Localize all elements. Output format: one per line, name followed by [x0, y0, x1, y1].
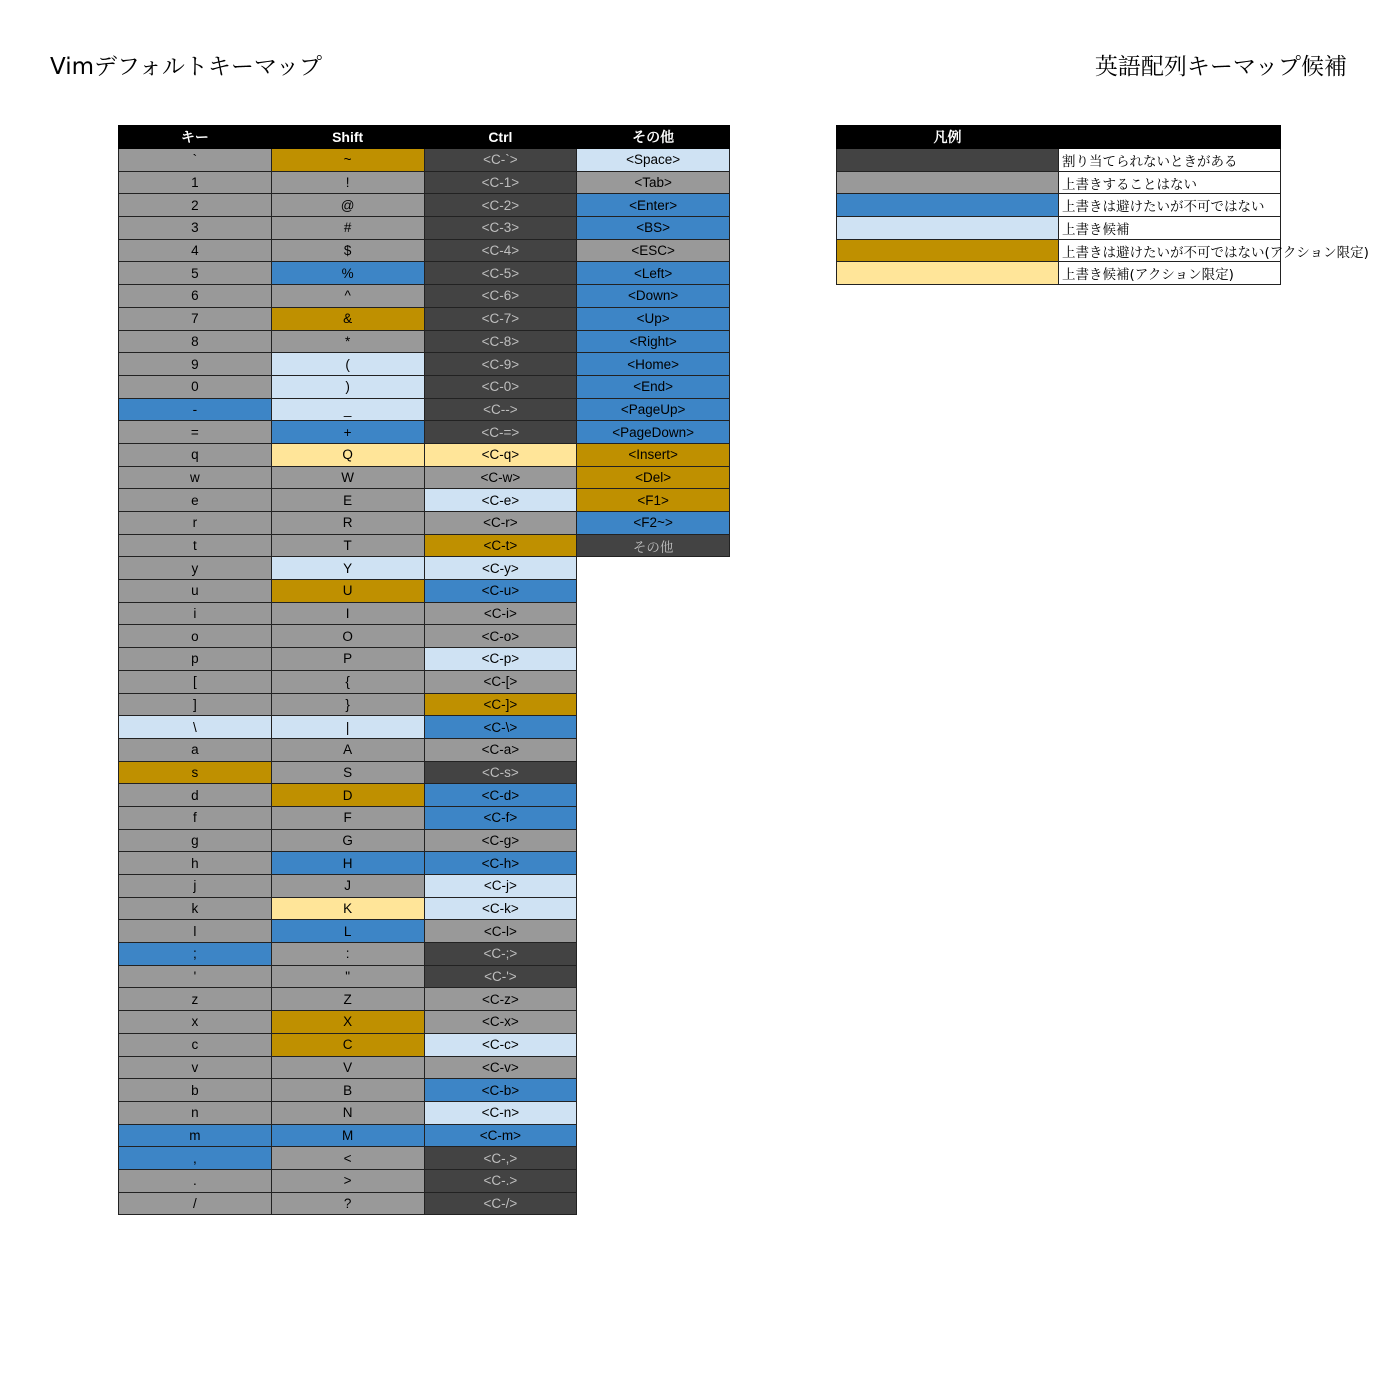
cell-key: y	[119, 557, 272, 580]
table-row	[119, 1147, 730, 1170]
cell-shift: )	[271, 375, 424, 398]
header-shift: Shift	[271, 126, 424, 149]
cell-ctrl: <C-i>	[424, 602, 577, 625]
keymap-table	[118, 125, 730, 1215]
cell-shift: O	[271, 625, 424, 648]
cell-key: z	[119, 988, 272, 1011]
cell-shift: (	[271, 353, 424, 376]
table-row	[119, 353, 730, 376]
legend-body	[837, 149, 1369, 285]
cell-shift: B	[271, 1079, 424, 1102]
cell-ctrl: <C-k>	[424, 897, 577, 920]
page-title-right: 英語配列キーマップ候補	[1094, 54, 1347, 80]
legend-label: 上書きすることはない	[1059, 171, 1281, 194]
table-row	[119, 285, 730, 308]
cell-shift: ^	[271, 285, 424, 308]
cell-empty	[577, 738, 730, 761]
cell-key: h	[119, 852, 272, 875]
cell-shift: C	[271, 1033, 424, 1056]
cell-ctrl: <C-6>	[424, 285, 577, 308]
legend-swatch	[837, 149, 1059, 172]
cell-other: その他	[577, 534, 730, 557]
cell-key: ;	[119, 943, 272, 966]
cell-shift: *	[271, 330, 424, 353]
cell-shift: &	[271, 307, 424, 330]
table-row	[119, 897, 730, 920]
cell-shift: M	[271, 1124, 424, 1147]
cell-key: a	[119, 738, 272, 761]
legend-table	[836, 125, 1369, 285]
table-row	[119, 852, 730, 875]
cell-empty	[577, 829, 730, 852]
cell-shift: L	[271, 920, 424, 943]
table-row	[119, 1056, 730, 1079]
cell-other: <F1>	[577, 489, 730, 512]
cell-shift: :	[271, 943, 424, 966]
cell-ctrl: <C-x>	[424, 1011, 577, 1034]
cell-shift: <	[271, 1147, 424, 1170]
legend-header: 凡例	[837, 126, 1059, 149]
cell-shift: G	[271, 829, 424, 852]
cell-ctrl: <C-[>	[424, 670, 577, 693]
table-row	[119, 875, 730, 898]
cell-shift: U	[271, 580, 424, 603]
table-row	[119, 1101, 730, 1124]
legend-row	[837, 262, 1281, 285]
table-row	[119, 557, 730, 580]
legend-swatch	[837, 194, 1059, 217]
cell-shift: {	[271, 670, 424, 693]
cell-empty	[577, 875, 730, 898]
cell-shift: R	[271, 512, 424, 535]
cell-shift: _	[271, 398, 424, 421]
cell-ctrl: <C-]>	[424, 693, 577, 716]
cell-ctrl: <C-5>	[424, 262, 577, 285]
table-row	[119, 375, 730, 398]
legend-swatch	[837, 262, 1059, 285]
cell-key: ,	[119, 1147, 272, 1170]
cell-key: ]	[119, 693, 272, 716]
cell-key: .	[119, 1169, 272, 1192]
cell-ctrl: <C-q>	[424, 443, 577, 466]
cell-key: /	[119, 1192, 272, 1215]
cell-key: n	[119, 1101, 272, 1124]
table-row	[119, 171, 730, 194]
cell-key: 0	[119, 375, 272, 398]
cell-ctrl: <C-t>	[424, 534, 577, 557]
cell-ctrl: <C-2>	[424, 194, 577, 217]
legend-header-row	[837, 126, 1281, 149]
cell-other: <Right>	[577, 330, 730, 353]
cell-key: k	[119, 897, 272, 920]
legend-swatch	[837, 239, 1059, 262]
table-row	[119, 239, 730, 262]
table-row	[119, 512, 730, 535]
cell-key: 5	[119, 262, 272, 285]
cell-key: u	[119, 580, 272, 603]
cell-shift: |	[271, 716, 424, 739]
cell-ctrl: <C-j>	[424, 875, 577, 898]
cell-ctrl: <C-f>	[424, 806, 577, 829]
legend-label: 上書きは避けたいが不可ではない	[1059, 194, 1281, 217]
cell-ctrl: <C-=>	[424, 421, 577, 444]
cell-shift: Y	[271, 557, 424, 580]
cell-key: l	[119, 920, 272, 943]
cell-empty	[577, 965, 730, 988]
cell-key: 7	[119, 307, 272, 330]
cell-ctrl: <C-m>	[424, 1124, 577, 1147]
cell-key: \	[119, 716, 272, 739]
header-key: キー	[119, 126, 272, 149]
table-row	[119, 761, 730, 784]
cell-key: t	[119, 534, 272, 557]
table-row	[119, 489, 730, 512]
cell-ctrl: <C-7>	[424, 307, 577, 330]
legend-swatch	[837, 171, 1059, 194]
legend-row	[837, 194, 1281, 217]
cell-shift: W	[271, 466, 424, 489]
cell-shift: V	[271, 1056, 424, 1079]
page-title-left: Vimデフォルトキーマップ	[50, 54, 322, 80]
cell-key: f	[119, 806, 272, 829]
cell-shift: ?	[271, 1192, 424, 1215]
cell-other: <Home>	[577, 353, 730, 376]
cell-key: p	[119, 648, 272, 671]
cell-shift: @	[271, 194, 424, 217]
table-row	[119, 920, 730, 943]
cell-shift: %	[271, 262, 424, 285]
cell-empty	[577, 1011, 730, 1034]
table-row	[119, 262, 730, 285]
cell-ctrl: <C-g>	[424, 829, 577, 852]
table-row	[119, 443, 730, 466]
cell-shift: T	[271, 534, 424, 557]
cell-empty	[577, 602, 730, 625]
cell-empty	[577, 806, 730, 829]
cell-key: j	[119, 875, 272, 898]
cell-key: q	[119, 443, 272, 466]
table-row	[119, 738, 730, 761]
cell-empty	[577, 988, 730, 1011]
table-row	[119, 330, 730, 353]
cell-shift: !	[271, 171, 424, 194]
cell-key: 2	[119, 194, 272, 217]
cell-key: 6	[119, 285, 272, 308]
legend-label: 上書き候補	[1059, 217, 1281, 240]
keymap-body	[119, 149, 730, 1215]
cell-ctrl: <C-u>	[424, 580, 577, 603]
legend-row	[837, 171, 1281, 194]
cell-shift: }	[271, 693, 424, 716]
cell-ctrl: <C-w>	[424, 466, 577, 489]
table-row	[119, 1192, 730, 1215]
legend-swatch	[837, 217, 1059, 240]
cell-ctrl: <C-,>	[424, 1147, 577, 1170]
cell-ctrl: <C-o>	[424, 625, 577, 648]
cell-shift: P	[271, 648, 424, 671]
cell-key: v	[119, 1056, 272, 1079]
cell-key: c	[119, 1033, 272, 1056]
cell-shift: ~	[271, 149, 424, 172]
cell-ctrl: <C-s>	[424, 761, 577, 784]
table-row	[119, 602, 730, 625]
legend-row	[837, 217, 1281, 240]
cell-shift: F	[271, 806, 424, 829]
cell-shift: >	[271, 1169, 424, 1192]
table-row	[119, 806, 730, 829]
header-ctrl: Ctrl	[424, 126, 577, 149]
cell-shift: X	[271, 1011, 424, 1034]
table-row	[119, 648, 730, 671]
table-row	[119, 1011, 730, 1034]
cell-ctrl: <C-->	[424, 398, 577, 421]
table-row	[119, 149, 730, 172]
cell-ctrl: <C-0>	[424, 375, 577, 398]
cell-key: 4	[119, 239, 272, 262]
cell-empty	[577, 1101, 730, 1124]
cell-shift: D	[271, 784, 424, 807]
cell-key: -	[119, 398, 272, 421]
legend-label: 上書き候補(アクション限定)	[1059, 262, 1281, 285]
cell-ctrl: <C-'>	[424, 965, 577, 988]
table-row	[119, 784, 730, 807]
cell-shift: I	[271, 602, 424, 625]
cell-other: <Insert>	[577, 443, 730, 466]
cell-other: <Up>	[577, 307, 730, 330]
cell-other: <PageUp>	[577, 398, 730, 421]
cell-other: <ESC>	[577, 239, 730, 262]
cell-key: =	[119, 421, 272, 444]
cell-ctrl: <C-r>	[424, 512, 577, 535]
cell-shift: Q	[271, 443, 424, 466]
cell-other: <Enter>	[577, 194, 730, 217]
table-row	[119, 965, 730, 988]
cell-ctrl: <C-9>	[424, 353, 577, 376]
cell-key: r	[119, 512, 272, 535]
cell-other: <F2~>	[577, 512, 730, 535]
table-row	[119, 625, 730, 648]
table-row	[119, 670, 730, 693]
table-row	[119, 1079, 730, 1102]
cell-empty	[577, 580, 730, 603]
header-other: その他	[577, 126, 730, 149]
cell-shift: E	[271, 489, 424, 512]
cell-empty	[577, 943, 730, 966]
cell-empty	[577, 1147, 730, 1170]
table-row	[119, 307, 730, 330]
table-row	[119, 466, 730, 489]
cell-ctrl: <C-1>	[424, 171, 577, 194]
cell-empty	[577, 648, 730, 671]
cell-empty	[577, 693, 730, 716]
cell-ctrl: <C-c>	[424, 1033, 577, 1056]
table-row	[119, 1169, 730, 1192]
cell-other: <End>	[577, 375, 730, 398]
table-row	[119, 217, 730, 240]
table-row	[119, 829, 730, 852]
table-row	[119, 693, 730, 716]
cell-ctrl: <C-d>	[424, 784, 577, 807]
legend-label: 割り当てられないときがある	[1059, 149, 1281, 172]
table-row	[119, 580, 730, 603]
cell-key: b	[119, 1079, 272, 1102]
cell-key: 9	[119, 353, 272, 376]
cell-empty	[577, 761, 730, 784]
cell-key: o	[119, 625, 272, 648]
cell-other: <Left>	[577, 262, 730, 285]
cell-key: w	[119, 466, 272, 489]
cell-ctrl: <C-/>	[424, 1192, 577, 1215]
table-row	[119, 1033, 730, 1056]
cell-key: i	[119, 602, 272, 625]
cell-key: [	[119, 670, 272, 693]
cell-ctrl: <C-\>	[424, 716, 577, 739]
cell-key: `	[119, 149, 272, 172]
cell-key: 3	[119, 217, 272, 240]
cell-key: s	[119, 761, 272, 784]
cell-ctrl: <C-3>	[424, 217, 577, 240]
cell-key: e	[119, 489, 272, 512]
table-row	[119, 421, 730, 444]
cell-key: 1	[119, 171, 272, 194]
cell-empty	[577, 784, 730, 807]
cell-empty	[577, 670, 730, 693]
cell-key: m	[119, 1124, 272, 1147]
cell-shift: #	[271, 217, 424, 240]
cell-empty	[577, 1056, 730, 1079]
cell-shift: J	[271, 875, 424, 898]
cell-ctrl: <C-b>	[424, 1079, 577, 1102]
cell-empty	[577, 1033, 730, 1056]
cell-empty	[577, 557, 730, 580]
table-row	[119, 988, 730, 1011]
cell-other: <Tab>	[577, 171, 730, 194]
cell-ctrl: <C-.>	[424, 1169, 577, 1192]
cell-shift: $	[271, 239, 424, 262]
cell-key: x	[119, 1011, 272, 1034]
cell-empty	[577, 1079, 730, 1102]
legend-header-empty	[1059, 126, 1281, 149]
cell-key: d	[119, 784, 272, 807]
cell-shift: A	[271, 738, 424, 761]
cell-ctrl: <C-h>	[424, 852, 577, 875]
cell-key: g	[119, 829, 272, 852]
cell-key: '	[119, 965, 272, 988]
cell-empty	[577, 716, 730, 739]
cell-shift: Z	[271, 988, 424, 1011]
cell-ctrl: <C-8>	[424, 330, 577, 353]
cell-shift: S	[271, 761, 424, 784]
cell-other: <Del>	[577, 466, 730, 489]
cell-empty	[577, 1169, 730, 1192]
cell-ctrl: <C-z>	[424, 988, 577, 1011]
cell-ctrl: <C-l>	[424, 920, 577, 943]
cell-ctrl: <C-;>	[424, 943, 577, 966]
table-row	[119, 398, 730, 421]
cell-key: 8	[119, 330, 272, 353]
cell-ctrl: <C-`>	[424, 149, 577, 172]
cell-shift: +	[271, 421, 424, 444]
legend-row	[837, 149, 1281, 172]
cell-empty	[577, 1124, 730, 1147]
cell-empty	[577, 920, 730, 943]
cell-empty	[577, 1192, 730, 1215]
cell-ctrl: <C-y>	[424, 557, 577, 580]
keymap-header-row	[119, 126, 730, 149]
cell-shift: K	[271, 897, 424, 920]
cell-shift: N	[271, 1101, 424, 1124]
cell-empty	[577, 625, 730, 648]
cell-ctrl: <C-a>	[424, 738, 577, 761]
table-row	[119, 716, 730, 739]
cell-other: <PageDown>	[577, 421, 730, 444]
cell-empty	[577, 852, 730, 875]
cell-ctrl: <C-v>	[424, 1056, 577, 1079]
table-row	[119, 534, 730, 557]
cell-ctrl: <C-e>	[424, 489, 577, 512]
cell-other: <BS>	[577, 217, 730, 240]
cell-other: <Down>	[577, 285, 730, 308]
table-row	[119, 194, 730, 217]
cell-other: <Space>	[577, 149, 730, 172]
legend-row	[837, 239, 1281, 262]
table-row	[119, 1124, 730, 1147]
table-row	[119, 943, 730, 966]
cell-ctrl: <C-n>	[424, 1101, 577, 1124]
cell-ctrl: <C-4>	[424, 239, 577, 262]
cell-ctrl: <C-p>	[424, 648, 577, 671]
legend-label: 上書きは避けたいが不可ではない(アクション限定)	[1059, 239, 1281, 262]
cell-shift: H	[271, 852, 424, 875]
cell-empty	[577, 897, 730, 920]
cell-shift: "	[271, 965, 424, 988]
